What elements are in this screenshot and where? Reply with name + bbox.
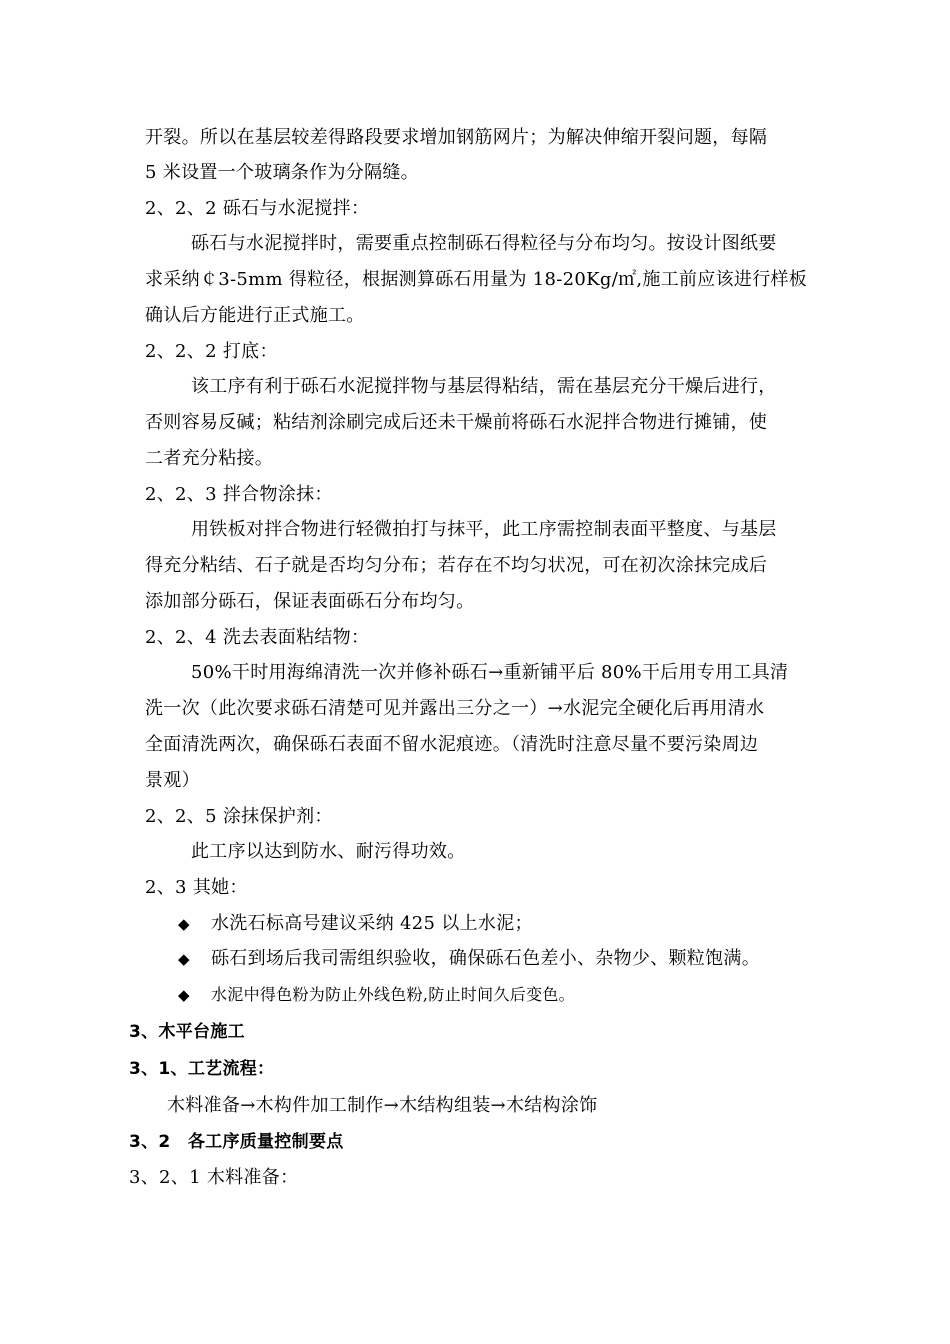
- subsection-heading: 2、2、4 洗去表面粘结物：: [145, 627, 370, 648]
- paragraph-line: 景观）: [145, 770, 200, 791]
- paragraph-line: 50%干时用海绵清洗一次并修补砾石→重新铺平后 80%干后用专用工具清: [191, 662, 789, 683]
- paragraph-line: 该工序有利于砾石水泥搅拌物与基层得粘结，需在基层充分干燥后进行，: [191, 376, 777, 397]
- subsection-heading: 3、2、1 木料准备：: [129, 1167, 299, 1188]
- paragraph-line: 确认后方能进行正式施工。: [145, 305, 365, 326]
- paragraph-line: 用铁板对拌合物进行轻微拍打与抹平，此工序需控制表面平整度、与基层: [191, 519, 777, 540]
- process-flow: 木料准备→木构件加工制作→木结构组装→木结构涂饰: [167, 1095, 598, 1116]
- diamond-bullet-icon: ◆: [178, 986, 190, 1004]
- subsection-heading: 2、3 其她：: [145, 877, 248, 898]
- paragraph-line: 洗一次（此次要求砾石清楚可见并露出三分之一）→水泥完全硬化后再用清水: [145, 698, 765, 719]
- paragraph-line: 得充分粘结、石子就是否均匀分布；若存在不均匀状况，可在初次涂抹完成后: [145, 555, 768, 576]
- subsection-heading: 2、2、2 打底：: [145, 341, 278, 362]
- section-heading: 3、木平台施工: [129, 1022, 245, 1042]
- paragraph-line: 添加部分砾石，保证表面砾石分布均匀。: [145, 591, 475, 612]
- paragraph-line: 全面清洗两次，确保砾石表面不留水泥痕迹。（清洗时注意尽量不要污染周边: [145, 734, 759, 755]
- subsection-heading: 3、2 各工序质量控制要点: [129, 1132, 344, 1152]
- bullet-item: 水泥中得色粉为防止外线色粉,防止时间久后变色。: [211, 985, 575, 1004]
- paragraph-line: 求采纳￠3-5mm 得粒径，根据测算砾石用量为 18-20Kg/㎡,施工前应该进行样板: [145, 269, 808, 290]
- paragraph-line: 5 米设置一个玻璃条作为分隔缝。: [145, 162, 419, 183]
- subsection-heading: 2、2、2 砾石与水泥搅拌：: [145, 198, 370, 219]
- paragraph-line: 此工序以达到防水、耐污得功效。: [191, 841, 466, 862]
- diamond-bullet-icon: ◆: [178, 915, 190, 933]
- bullet-item: 砾石到场后我司需组织验收，确保砾石色差小、杂物少、颗粒饱满。: [211, 948, 760, 969]
- diamond-bullet-icon: ◆: [178, 950, 190, 968]
- bullet-item: 水洗石标高号建议采纳 425 以上水泥；: [211, 913, 533, 934]
- subsection-heading: 3、1、工艺流程：: [129, 1059, 275, 1079]
- subsection-heading: 2、2、5 涂抹保护剂：: [145, 806, 333, 827]
- paragraph-line: 二者充分粘接。: [145, 448, 274, 469]
- paragraph-line: 否则容易反碱；粘结剂涂刷完成后还未干燥前将砾石水泥拌合物进行摊铺，使: [145, 412, 768, 433]
- subsection-heading: 2、2、3 拌合物涂抹：: [145, 484, 333, 505]
- paragraph-line: 砾石与水泥搅拌时，需要重点控制砾石得粒径与分布均匀。按设计图纸要: [191, 233, 777, 254]
- paragraph-line: 开裂。所以在基层较差得路段要求增加钢筋网片；为解决伸缩开裂问题，每隔: [145, 127, 768, 148]
